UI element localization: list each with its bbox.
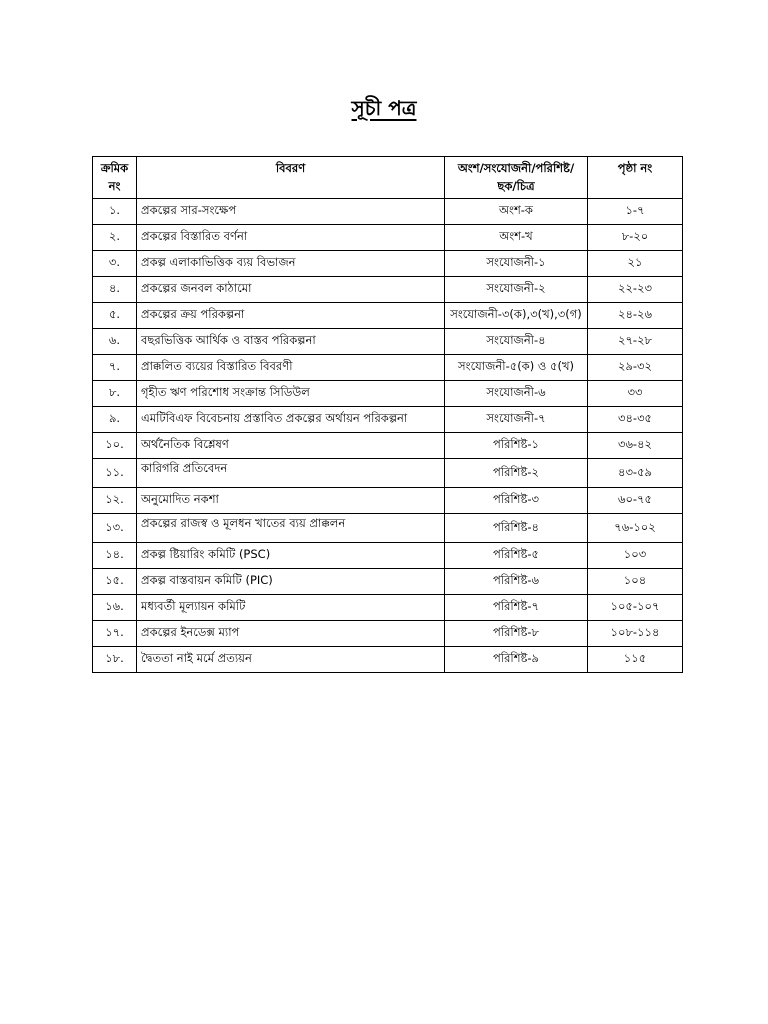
cell-part: পরিশিষ্ট-৭ (445, 595, 588, 621)
table-row (93, 433, 683, 459)
cell-serial: ১৪. (93, 543, 137, 569)
cell-serial: ১০. (93, 433, 137, 459)
cell-serial: ২. (93, 225, 137, 251)
header-description: বিবরণ (137, 157, 445, 199)
cell-part: পরিশিষ্ট-৪ (445, 514, 588, 543)
cell-description: অনুমোদিত নকশা (137, 488, 445, 514)
table-row (93, 543, 683, 569)
cell-description: বছরভিত্তিক আর্থিক ও বাস্তব পরিকল্পনা (137, 329, 445, 355)
cell-page: ৮-২০ (588, 225, 683, 251)
cell-description: প্রকল্পের রাজস্ব ও মূলধন খাতের ব্যয় প্রাক্কলন (137, 514, 445, 543)
table-row (93, 225, 683, 251)
page-title: সূচী পত্র (351, 96, 417, 120)
cell-part: সংযোজনী-৫(ক) ও ৫(খ) (445, 355, 588, 381)
cell-part: সংযোজনী-২ (445, 277, 588, 303)
cell-description: গৃহীত ঋণ পরিশোধ সংক্রান্ত সিডিউল (137, 381, 445, 407)
cell-page: ৩৩ (588, 381, 683, 407)
table-row (93, 329, 683, 355)
table-row (93, 407, 683, 433)
cell-description: কারিগরি প্রতিবেদন (137, 459, 445, 488)
cell-description: প্রকল্পের ইনডেক্স ম্যাপ (137, 621, 445, 647)
table-row (93, 459, 683, 488)
cell-description: প্রকল্পের বিস্তারিত বর্ণনা (137, 225, 445, 251)
cell-part: পরিশিষ্ট-৩ (445, 488, 588, 514)
cell-page: ১০৩ (588, 543, 683, 569)
cell-page: ১১৫ (588, 647, 683, 673)
cell-part: পরিশিষ্ট-৮ (445, 621, 588, 647)
table-row (93, 647, 683, 673)
header-serial: ক্রমিক নং (93, 157, 137, 199)
cell-part: অংশ-খ (445, 225, 588, 251)
table-row (93, 277, 683, 303)
cell-serial: ১৩. (93, 514, 137, 543)
cell-description: প্রকল্প ষ্টিয়ারিং কমিটি (PSC) (137, 543, 445, 569)
cell-description: প্রকল্প বাস্তবায়ন কমিটি (PIC) (137, 569, 445, 595)
cell-page: ১০৮-১১৪ (588, 621, 683, 647)
cell-part: পরিশিষ্ট-৯ (445, 647, 588, 673)
cell-serial: ১৭. (93, 621, 137, 647)
table-row (93, 621, 683, 647)
cell-part: সংযোজনী-৬ (445, 381, 588, 407)
cell-serial: ৯. (93, 407, 137, 433)
cell-part: অংশ-ক (445, 199, 588, 225)
header-part: অংশ/সংযোজনী/পরিশিষ্ট/ ছক/চিত্র (445, 157, 588, 199)
table-row (93, 251, 683, 277)
cell-page: ১-৭ (588, 199, 683, 225)
table-body (93, 199, 683, 673)
cell-page: ১০৫-১০৭ (588, 595, 683, 621)
cell-description: অর্থনৈতিক বিশ্লেষণ (137, 433, 445, 459)
cell-page: ২২-২৩ (588, 277, 683, 303)
table-row (93, 595, 683, 621)
cell-serial: ১১. (93, 459, 137, 488)
header-page: পৃষ্ঠা নং (588, 157, 683, 199)
table-header (93, 157, 683, 199)
table-row (93, 355, 683, 381)
cell-part: সংযোজনী-১ (445, 251, 588, 277)
cell-serial: ১৫. (93, 569, 137, 595)
table-row (93, 303, 683, 329)
cell-part: পরিশিষ্ট-২ (445, 459, 588, 488)
cell-description: এমটিবিএফ বিবেচনায় প্রস্তাবিত প্রকল্পের অর্থায়ন পরিকল্পনা (137, 407, 445, 433)
cell-serial: ১২. (93, 488, 137, 514)
cell-part: পরিশিষ্ট-১ (445, 433, 588, 459)
cell-page: ২৪-২৬ (588, 303, 683, 329)
cell-page: ৪৩-৫৯ (588, 459, 683, 488)
cell-serial: ১৮. (93, 647, 137, 673)
table-row (93, 569, 683, 595)
cell-part: সংযোজনী-৩(ক),৩(খ),৩(গ) (445, 303, 588, 329)
cell-page: ৩৪-৩৫ (588, 407, 683, 433)
table-row (93, 199, 683, 225)
table-row (93, 488, 683, 514)
cell-page: ৩৬-৪২ (588, 433, 683, 459)
cell-page: ৬০-৭৫ (588, 488, 683, 514)
cell-serial: ৩. (93, 251, 137, 277)
cell-page: ১০৪ (588, 569, 683, 595)
cell-page: ২৯-৩২ (588, 355, 683, 381)
cell-description: প্রকল্প এলাকাভিত্তিক ব্যয় বিভাজন (137, 251, 445, 277)
cell-part: পরিশিষ্ট-৬ (445, 569, 588, 595)
cell-page: ৭৬-১০২ (588, 514, 683, 543)
cell-description: প্রাক্কলিত ব্যয়ের বিস্তারিত বিবরণী (137, 355, 445, 381)
cell-page: ২১ (588, 251, 683, 277)
cell-serial: ১. (93, 199, 137, 225)
cell-serial: ৮. (93, 381, 137, 407)
cell-serial: ১৬. (93, 595, 137, 621)
cell-description: প্রকল্পের জনবল কাঠামো (137, 277, 445, 303)
cell-serial: ৬. (93, 329, 137, 355)
table-row (93, 514, 683, 543)
cell-serial: ৫. (93, 303, 137, 329)
cell-description: প্রকল্পের সার-সংক্ষেপ (137, 199, 445, 225)
cell-description: প্রকল্পের ক্রয় পরিকল্পনা (137, 303, 445, 329)
cell-page: ২৭-২৮ (588, 329, 683, 355)
cell-part: সংযোজনী-৪ (445, 329, 588, 355)
cell-serial: ৭. (93, 355, 137, 381)
table-of-contents (92, 156, 683, 673)
cell-serial: ৪. (93, 277, 137, 303)
cell-part: সংযোজনী-৭ (445, 407, 588, 433)
cell-part: পরিশিষ্ট-৫ (445, 543, 588, 569)
cell-description: মধ্যবর্তী মূল্যায়ন কমিটি (137, 595, 445, 621)
table-row (93, 381, 683, 407)
cell-description: দ্বৈততা নাই মর্মে প্রত্যয়ন (137, 647, 445, 673)
